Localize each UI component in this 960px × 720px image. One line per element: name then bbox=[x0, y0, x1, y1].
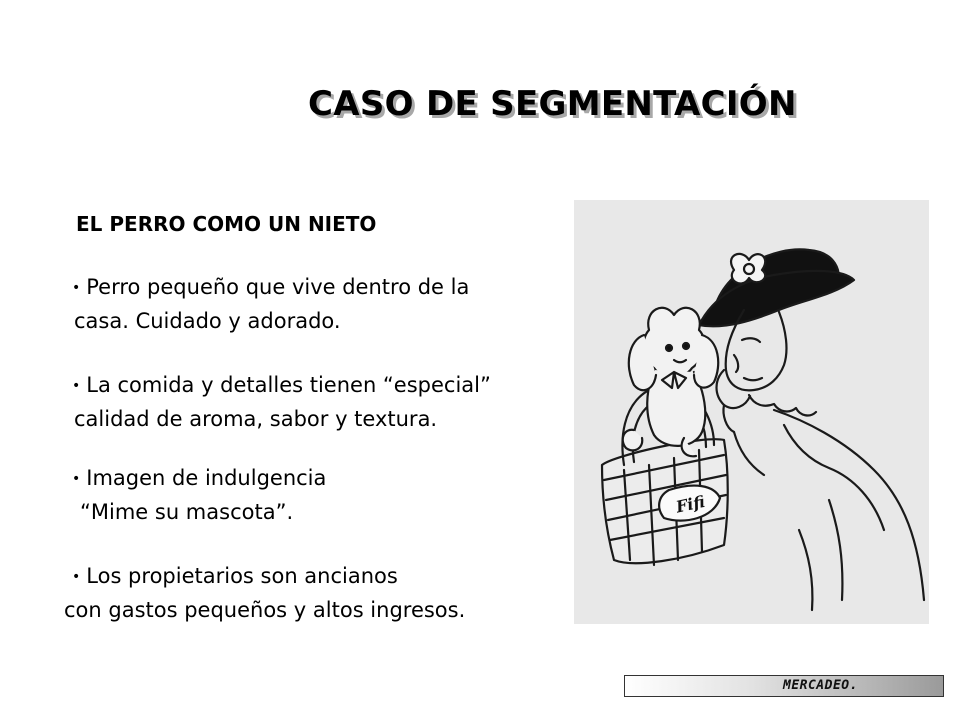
bullet-2-line-1: La comida y detalles tienen “especial” bbox=[86, 373, 491, 397]
footer-label: MERCADEO. bbox=[783, 678, 858, 693]
bullet-dot-icon: • bbox=[72, 280, 81, 296]
slide-title: CASO DE SEGMENTACIÓN bbox=[308, 84, 797, 124]
bullet-3-line-1: Imagen de indulgencia bbox=[86, 466, 327, 490]
bullet-3-line-2: “Mime su mascota”. bbox=[80, 500, 294, 524]
bullet-item-2 bbox=[72, 370, 491, 435]
bullet-4-line-1: Los propietarios son ancianos bbox=[86, 564, 398, 588]
woman-with-poodle-illustration bbox=[574, 200, 929, 624]
bullet-2-line-2: calidad de aroma, sabor y textura. bbox=[74, 407, 438, 431]
slide-subtitle: EL PERRO COMO UN NIETO bbox=[76, 212, 377, 236]
bullet-1-line-2: casa. Cuidado y adorado. bbox=[74, 309, 341, 333]
footer-bar bbox=[624, 675, 944, 697]
bullet-1-line-1: Perro pequeño que vive dentro de la bbox=[86, 275, 470, 299]
basket-label: Fifi bbox=[674, 491, 707, 517]
bullet-item-1 bbox=[72, 272, 469, 337]
bullet-item-3 bbox=[72, 463, 326, 528]
bullet-dot-icon: • bbox=[72, 378, 81, 394]
bullet-dot-icon: • bbox=[72, 471, 81, 487]
bullet-item-4 bbox=[64, 561, 465, 626]
cartoon-drawing-icon bbox=[574, 200, 929, 624]
bullet-4-line-2: con gastos pequeños y altos ingresos. bbox=[64, 598, 466, 622]
bullet-dot-icon: • bbox=[72, 569, 81, 585]
